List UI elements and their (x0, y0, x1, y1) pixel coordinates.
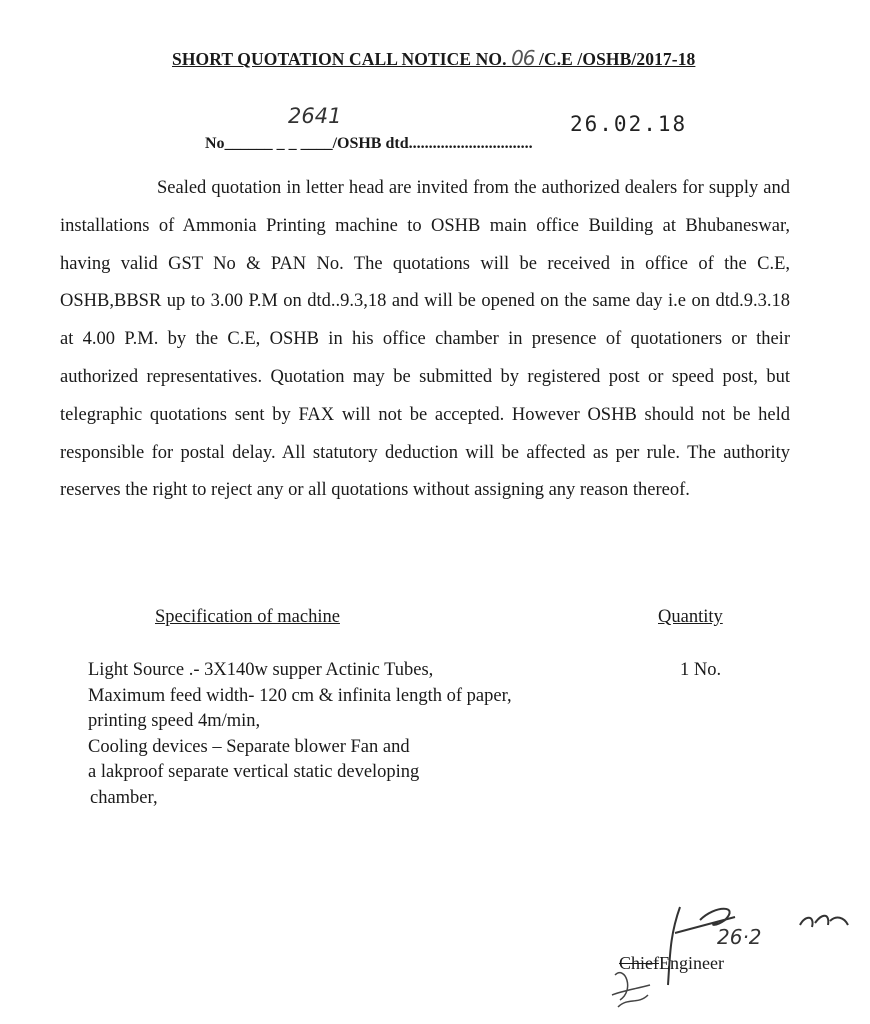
spec-line: a lakproof separate vertical static developing (88, 762, 420, 782)
reference-no-blank: ______ _ _ ____ (224, 135, 333, 152)
handwritten-reference-date: 26.02.18 (570, 112, 688, 136)
designation-struck: Chief (619, 953, 659, 973)
spec-line: chamber, (90, 787, 158, 808)
notice-body (60, 170, 790, 510)
handwritten-notice-number: 06 (511, 46, 535, 70)
signature-date: 26·2 (717, 925, 762, 949)
spec-list (88, 658, 512, 811)
title-prefix: SHORT QUOTATION CALL NOTICE NO. (172, 49, 507, 69)
body-paragraph: Sealed quotation in letter head are invited from the authorized dealers for supply and installations of Ammonia Printing machine to OSHB main office Building at Bhubaneswar, having valid GST No & PAN No. The quotations will be received in office of the C.E, OSHB,BBSR up to 3.00 P.M on dtd..9.3,18 and will be opened on the same day i.e on dtd.9.3.18 at 4.00 P.M. by the C.E, OSHB in his office chamber in presence of quotationers or their authorized representatives. Quotation may be submitted by registered post or speed post, but telegraphic quotations sent by FAX will not be accepted. However OSHB should not be held responsible for postal delay. All statutory deduction will be affected as per rule. The authority reserves the right to reject any or all quotations without assigning any reason thereof. (60, 178, 790, 501)
reference-dots-end: .... (516, 135, 533, 152)
spec-line: Light Source .- 3X140w supper Actinic Tubes, (88, 660, 434, 680)
spec-line: printing speed 4m/min, (88, 711, 261, 731)
quantity-header: Quantity (658, 607, 723, 627)
quantity-value: 1 No. (680, 660, 722, 680)
reference-line (205, 135, 533, 153)
title-suffix: /C.E /OSHB/2017-18 (539, 49, 696, 69)
spec-header: Specification of machine (155, 607, 340, 627)
designation-text: Engineer (659, 953, 724, 973)
reference-mid-label: /OSHB dtd (332, 135, 409, 152)
designation (619, 953, 724, 974)
spec-line: Cooling devices – Separate blower Fan and (88, 736, 410, 757)
handwritten-reference-number: 2641 (288, 104, 342, 128)
spec-line: Maximum feed width- 120 cm & infinita length of paper, (88, 685, 512, 706)
reference-dots: ........................... (408, 135, 517, 152)
notice-title (172, 46, 695, 70)
reference-no-label: No (205, 135, 225, 152)
